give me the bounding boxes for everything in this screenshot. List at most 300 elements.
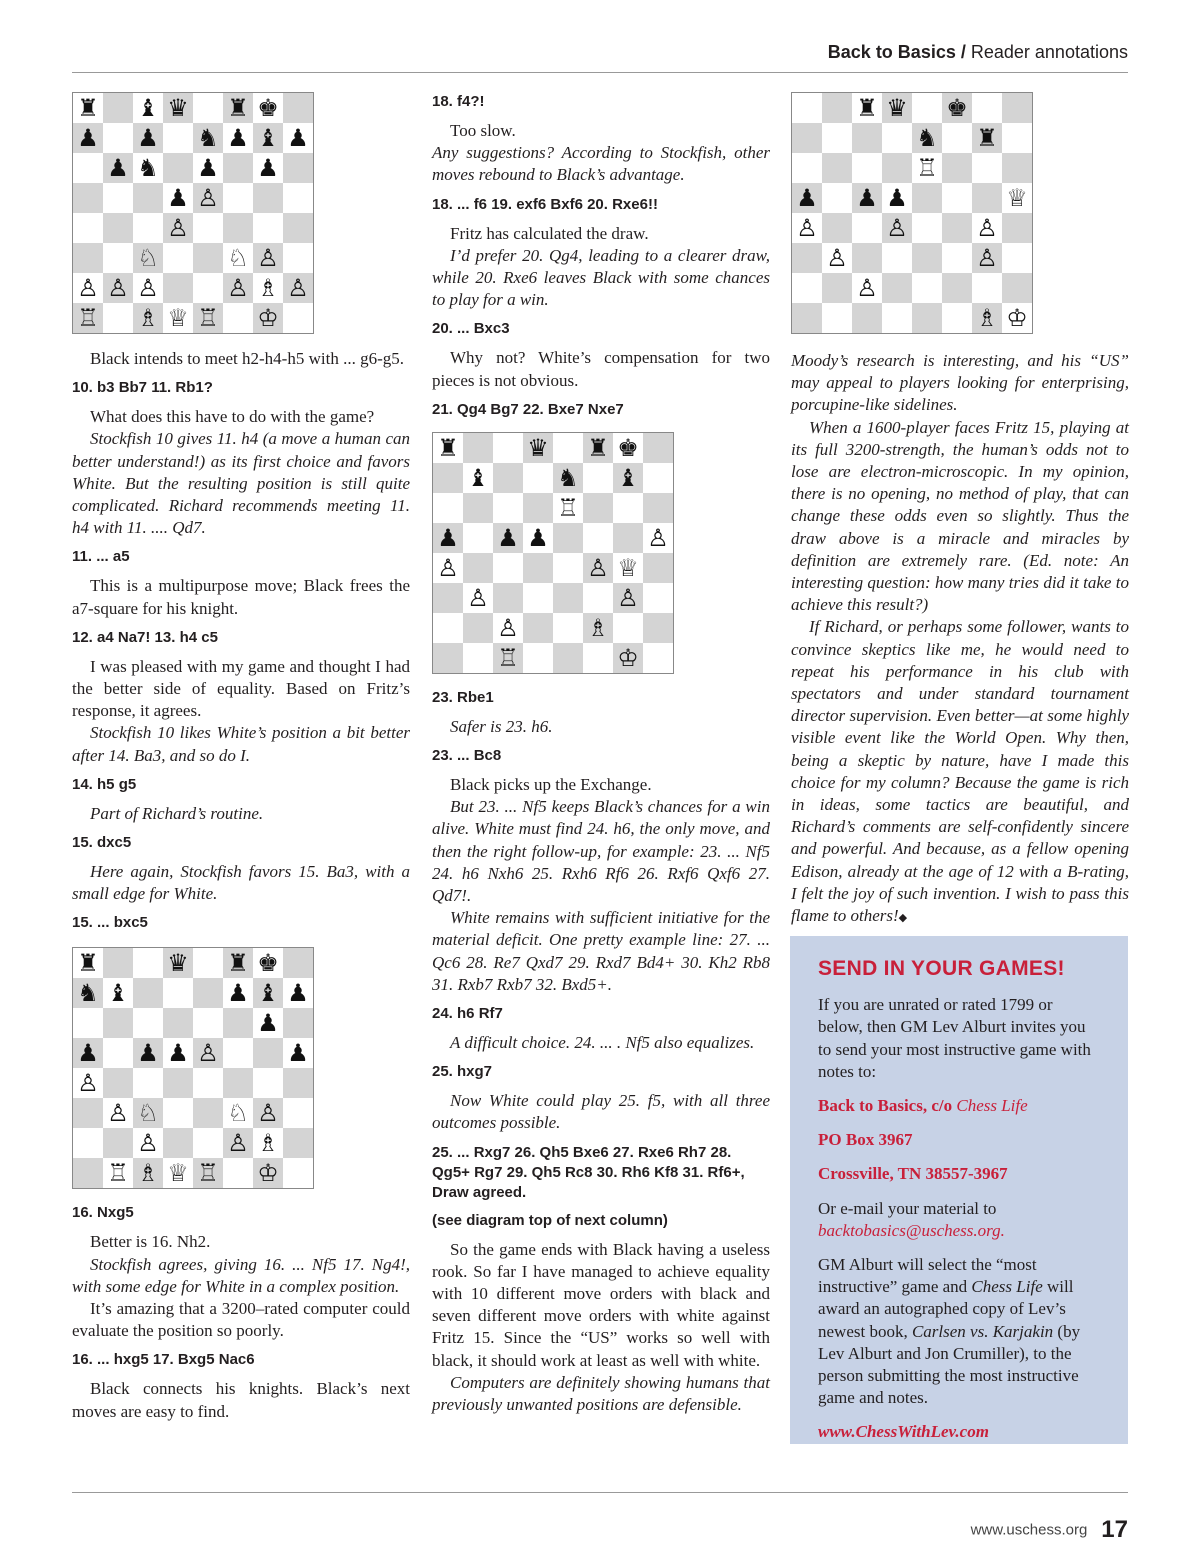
- board-square: [972, 303, 1002, 333]
- black-queen-icon: ♛: [527, 433, 549, 462]
- board-square: [643, 583, 673, 613]
- white-pawn-icon: ♙: [886, 214, 908, 242]
- board-square: [283, 213, 313, 243]
- white-pawn-icon: ♙: [137, 1129, 159, 1158]
- black-knight-icon: ♞: [77, 979, 99, 1008]
- white-queen-icon: ♕: [167, 1159, 189, 1188]
- board-square: [433, 523, 463, 553]
- board-square: [103, 1068, 133, 1098]
- paragraph: What does this have to do with the game?: [90, 407, 375, 427]
- board-square: [822, 153, 852, 183]
- annotation: Part of Richard’s routine.: [90, 803, 264, 823]
- column-1: [72, 92, 410, 1423]
- board-square: [283, 978, 313, 1008]
- board-square: [1002, 153, 1032, 183]
- white-pawn-icon: ♙: [227, 274, 249, 302]
- annotation: Stockfish 10 gives 11. h4 (a move a human can better understand!) as its first choice and favors White. But the resulting position is still quite complicated. Richard recommends meeting 11. h4 with 11. .... Qd7.: [72, 429, 410, 538]
- board-square: [223, 303, 253, 333]
- board-square: [613, 433, 643, 463]
- move-heading: 21. Qg4 Bg7 22. Bxe7 Nxe7: [432, 400, 624, 418]
- black-knight-icon: ♞: [557, 463, 579, 492]
- column-2: [432, 92, 770, 1416]
- board-square: [163, 243, 193, 273]
- board-square: [523, 493, 553, 523]
- board-square: [253, 1158, 283, 1188]
- board-square: [583, 463, 613, 493]
- white-rook-icon: ♖: [197, 1159, 219, 1188]
- board-square: [792, 273, 822, 303]
- black-pawn-icon: ♟: [77, 124, 99, 152]
- board-square: [283, 273, 313, 303]
- end-mark-icon: ◆: [898, 912, 908, 925]
- board-square: [553, 463, 583, 493]
- board-square: [103, 273, 133, 303]
- board-square: [73, 243, 103, 273]
- move-heading: 20. ... Bxc3: [432, 320, 510, 338]
- board-square: [133, 948, 163, 978]
- board-square: [253, 123, 283, 153]
- board-square: [193, 1038, 223, 1068]
- board-square: [163, 213, 193, 243]
- board-square: [253, 183, 283, 213]
- board-square: [1002, 213, 1032, 243]
- board-square: [912, 153, 942, 183]
- board-square: [972, 273, 1002, 303]
- closing-text: If Richard, or perhaps some follower, wants to convince skeptics like me, he would need to repeat his performance in his club with spectators and under standard tournament director supervision. Even better—at some highly visible event like the World Open. Why then, being a skeptic by nature, have I made this choice for my column? Because the game is rich in ideas, some tactics are beautiful, and Richard’s comments are self-confidently sincere and powerful. And because, as a fellow opening Edison, already at the age of 12 with a B-rating, I felt the joy of such invention. I wish to pass this flame to others!: [791, 617, 1129, 926]
- paragraph: So the game ends with Black having a useless rook. So far I have managed to achieve equality with 10 different move orders with black and seven different move orders with white against Fritz 15. Since the “US” works so well with black, it should work at least as well with white.: [432, 1239, 770, 1370]
- board-square: [133, 213, 163, 243]
- black-pawn-icon: ♟: [287, 124, 309, 152]
- board-square: [133, 123, 163, 153]
- white-rook-icon: ♖: [197, 304, 219, 332]
- chess-diagram-1: [72, 92, 314, 334]
- board-square: [463, 433, 493, 463]
- black-rook-icon: ♜: [77, 949, 99, 978]
- white-pawn-icon: ♙: [167, 214, 189, 242]
- board-square: [942, 123, 972, 153]
- annotation: A difficult choice. 24. ... . Nf5 also equalizes.: [450, 1033, 755, 1053]
- board-square: [553, 433, 583, 463]
- board-square: [463, 583, 493, 613]
- white-pawn-icon: ♙: [796, 214, 818, 242]
- board-square: [193, 243, 223, 273]
- white-pawn-icon: ♙: [497, 613, 519, 642]
- board-square: [613, 523, 643, 553]
- board-square: [193, 153, 223, 183]
- board-square: [163, 183, 193, 213]
- board-square: [613, 463, 643, 493]
- board-square: [133, 978, 163, 1008]
- board-square: [792, 213, 822, 243]
- white-knight-icon: ♘: [137, 1099, 159, 1128]
- board-square: [193, 978, 223, 1008]
- board-square: [133, 1128, 163, 1158]
- board-square: [852, 243, 882, 273]
- board-square: [553, 643, 583, 673]
- black-pawn-icon: ♟: [796, 184, 818, 212]
- annotation: But 23. ... Nf5 keeps Black’s chances for a win alive. White must find 24. h6, the only move, and then the right follow-up, for example: 23. ... Nf5 24. h6 Nxh6 25. Rxh6 Rf6 26. Rxf6 Qxf6 27. Qd7!.: [432, 797, 770, 906]
- board-square: [103, 978, 133, 1008]
- board-square: [553, 583, 583, 613]
- white-pawn-icon: ♙: [257, 244, 279, 272]
- board-square: [523, 613, 553, 643]
- board-square: [103, 1038, 133, 1068]
- paragraph: Too slow.: [450, 121, 516, 140]
- board-square: [223, 1128, 253, 1158]
- board-square: [882, 243, 912, 273]
- page-footer: [971, 1516, 1128, 1544]
- white-bishop-icon: ♗: [137, 1159, 159, 1188]
- white-king-icon: ♔: [257, 304, 279, 332]
- board-square: [613, 553, 643, 583]
- board-square: [133, 303, 163, 333]
- board-square: [942, 273, 972, 303]
- black-bishop-icon: ♝: [257, 979, 279, 1008]
- board-square: [223, 183, 253, 213]
- board-square: [283, 1068, 313, 1098]
- board-square: [463, 643, 493, 673]
- black-king-icon: ♚: [257, 94, 279, 122]
- board-square: [283, 1008, 313, 1038]
- board-square: [792, 183, 822, 213]
- black-rook-icon: ♜: [856, 94, 878, 122]
- white-rook-icon: ♖: [77, 304, 99, 332]
- white-pawn-icon: ♙: [647, 523, 669, 552]
- annotation: Now White could play 25. f5, with all three outcomes possible.: [432, 1091, 770, 1133]
- board-square: [193, 213, 223, 243]
- board-square: [283, 123, 313, 153]
- board-square: [73, 1038, 103, 1068]
- board-square: [852, 183, 882, 213]
- board-square: [912, 243, 942, 273]
- board-square: [912, 213, 942, 243]
- board-square: [433, 493, 463, 523]
- board-square: [163, 1128, 193, 1158]
- board-square: [133, 273, 163, 303]
- board-square: [193, 93, 223, 123]
- board-square: [193, 1098, 223, 1128]
- section-title: Back to Basics: [827, 42, 956, 62]
- black-rook-icon: ♜: [227, 949, 249, 978]
- address-line-2: PO Box 3967: [818, 1130, 913, 1150]
- move-heading: 25. ... Rxg7 26. Qh5 Bxe6 27. Rxe6 Rh7 28. Qg5+ Rg7 29. Qh5 Rc8 30. Rh6 Kf8 31. Rf6+, Draw agreed.: [432, 1143, 745, 1201]
- board-square: [73, 213, 103, 243]
- board-square: [553, 613, 583, 643]
- black-knight-icon: ♞: [137, 154, 159, 182]
- black-pawn-icon: ♟: [856, 184, 878, 212]
- board-square: [193, 183, 223, 213]
- board-square: [163, 978, 193, 1008]
- board-square: [283, 1128, 313, 1158]
- board-square: [493, 433, 523, 463]
- board-square: [523, 583, 553, 613]
- website-link[interactable]: www.ChessWithLev.com: [818, 1422, 989, 1442]
- email-intro: Or e-mail your material to: [818, 1198, 997, 1218]
- move-heading: 11. ... a5: [72, 548, 130, 566]
- board-square: [822, 243, 852, 273]
- black-pawn-icon: ♟: [287, 1039, 309, 1068]
- black-pawn-icon: ♟: [107, 154, 129, 182]
- board-square: [912, 273, 942, 303]
- annotation: Computers are definitely showing humans that previously unwanted positions are defensible.: [432, 1372, 770, 1415]
- board-square: [223, 1008, 253, 1038]
- board-square: [583, 493, 613, 523]
- board-square: [583, 643, 613, 673]
- board-square: [972, 153, 1002, 183]
- board-square: [163, 1098, 193, 1128]
- annotation: I’d prefer 20. Qg4, leading to a clearer draw, while 20. Rxe6 leaves Black with some chances to play for a win.: [432, 245, 770, 310]
- white-pawn-icon: ♙: [257, 1099, 279, 1128]
- board-square: [163, 1068, 193, 1098]
- board-square: [163, 1008, 193, 1038]
- address-prefix: Back to Basics, c/o: [818, 1096, 957, 1116]
- white-king-icon: ♔: [1006, 304, 1028, 332]
- board-square: [223, 1038, 253, 1068]
- board-square: [463, 493, 493, 523]
- black-rook-icon: ♜: [77, 94, 99, 122]
- black-pawn-icon: ♟: [257, 154, 279, 182]
- board-square: [792, 123, 822, 153]
- board-square: [1002, 243, 1032, 273]
- board-square: [1002, 183, 1032, 213]
- white-pawn-icon: ♙: [137, 274, 159, 302]
- award-book: Carlsen vs. Karjakin: [911, 1321, 1054, 1341]
- board-square: [942, 183, 972, 213]
- board-square: [133, 1008, 163, 1038]
- board-square: [1002, 303, 1032, 333]
- black-rook-icon: ♜: [976, 124, 998, 152]
- board-square: [972, 93, 1002, 123]
- board-square: [433, 433, 463, 463]
- board-square: [792, 303, 822, 333]
- board-square: [942, 303, 972, 333]
- board-square: [253, 1128, 283, 1158]
- board-square: [972, 243, 1002, 273]
- black-pawn-icon: ♟: [257, 1009, 279, 1038]
- board-square: [283, 1098, 313, 1128]
- board-square: [852, 213, 882, 243]
- board-square: [583, 583, 613, 613]
- black-knight-icon: ♞: [916, 124, 938, 152]
- board-square: [73, 183, 103, 213]
- paragraph: Why not? White’s compensation for two pieces is not obvious.: [432, 348, 770, 390]
- board-square: [163, 273, 193, 303]
- board-square: [103, 948, 133, 978]
- board-square: [73, 303, 103, 333]
- board-square: [73, 978, 103, 1008]
- footer-website: www.uschess.org: [970, 1521, 1088, 1539]
- column-3: [791, 92, 1129, 929]
- white-bishop-icon: ♗: [976, 304, 998, 332]
- board-square: [103, 213, 133, 243]
- black-bishop-icon: ♝: [107, 979, 129, 1008]
- white-rook-icon: ♖: [557, 493, 579, 522]
- board-square: [553, 493, 583, 523]
- white-pawn-icon: ♙: [197, 1039, 219, 1068]
- board-square: [912, 303, 942, 333]
- board-square: [73, 123, 103, 153]
- board-square: [912, 93, 942, 123]
- chess-diagram-4: [791, 92, 1033, 334]
- white-bishop-icon: ♗: [257, 274, 279, 302]
- board-square: [283, 948, 313, 978]
- black-knight-icon: ♞: [197, 124, 219, 152]
- board-square: [972, 123, 1002, 153]
- board-square: [882, 93, 912, 123]
- board-square: [223, 243, 253, 273]
- board-square: [433, 463, 463, 493]
- board-square: [882, 183, 912, 213]
- black-pawn-icon: ♟: [886, 184, 908, 212]
- board-square: [1002, 273, 1032, 303]
- board-square: [553, 523, 583, 553]
- black-pawn-icon: ♟: [77, 1039, 99, 1068]
- white-queen-icon: ♕: [617, 553, 639, 582]
- board-square: [253, 948, 283, 978]
- email-link[interactable]: backtobasics@uschess.org.: [818, 1220, 1005, 1240]
- annotation: Any suggestions? According to Stockfish, other moves rebound to Black’s advantage.: [432, 143, 770, 185]
- board-square: [133, 243, 163, 273]
- move-heading: 10. b3 Bb7 11. Rb1?: [72, 379, 213, 397]
- board-square: [613, 613, 643, 643]
- board-square: [643, 433, 673, 463]
- white-king-icon: ♔: [617, 643, 639, 672]
- board-square: [103, 1158, 133, 1188]
- board-square: [133, 93, 163, 123]
- board-square: [643, 493, 673, 523]
- white-pawn-icon: ♙: [617, 583, 639, 612]
- board-square: [133, 1068, 163, 1098]
- address-line-1: [818, 1095, 1100, 1117]
- white-pawn-icon: ♙: [227, 1129, 249, 1158]
- board-square: [792, 93, 822, 123]
- board-square: [942, 213, 972, 243]
- board-square: [1002, 93, 1032, 123]
- chess-diagram-3: [432, 432, 674, 674]
- board-square: [193, 273, 223, 303]
- board-square: [523, 643, 553, 673]
- annotation: Stockfish 10 likes White’s position a bit better after 14. Ba3, and so do I.: [72, 723, 410, 765]
- board-square: [852, 303, 882, 333]
- award-magazine: Chess Life: [971, 1277, 1043, 1297]
- board-square: [882, 273, 912, 303]
- white-pawn-icon: ♙: [976, 244, 998, 272]
- paragraph: Black picks up the Exchange.: [450, 775, 652, 795]
- white-pawn-icon: ♙: [77, 274, 99, 302]
- board-square: [912, 183, 942, 213]
- board-square: [223, 978, 253, 1008]
- paragraph: Better is 16. Nh2.: [90, 1232, 211, 1252]
- board-square: [133, 153, 163, 183]
- board-square: [103, 243, 133, 273]
- board-square: [223, 213, 253, 243]
- board-square: [583, 523, 613, 553]
- board-square: [163, 1158, 193, 1188]
- black-rook-icon: ♜: [227, 94, 249, 122]
- award-text-3: (by Lev Alburt and Jon Crumiller), to the person submitting the most instructive game and notes.: [818, 1321, 1081, 1408]
- board-square: [73, 1098, 103, 1128]
- board-square: [253, 978, 283, 1008]
- move-heading: 23. Rbe1: [432, 688, 494, 706]
- board-square: [253, 1008, 283, 1038]
- board-square: [193, 1068, 223, 1098]
- paragraph: Black connects his knights. Black’s next moves are easy to find.: [72, 1379, 410, 1421]
- board-square: [133, 1038, 163, 1068]
- board-square: [73, 93, 103, 123]
- box-intro: If you are unrated or rated 1799 or below, then GM Lev Alburt invites you to send your most instructive game with notes to:: [818, 995, 1091, 1081]
- board-square: [223, 948, 253, 978]
- white-queen-icon: ♕: [1006, 184, 1028, 212]
- board-square: [433, 643, 463, 673]
- board-square: [882, 213, 912, 243]
- board-square: [73, 153, 103, 183]
- board-square: [133, 1158, 163, 1188]
- board-square: [283, 303, 313, 333]
- board-square: [613, 493, 643, 523]
- black-bishop-icon: ♝: [467, 463, 489, 492]
- footer-divider: [72, 1492, 1128, 1493]
- board-square: [193, 123, 223, 153]
- paragraph: It’s amazing that a 3200–rated computer could evaluate the position so poorly.: [72, 1299, 410, 1341]
- page-number: 17: [1101, 1516, 1128, 1543]
- board-square: [523, 523, 553, 553]
- board-square: [942, 243, 972, 273]
- move-heading: 18. ... f6 19. exf6 Bxf6 20. Rxe6!!: [432, 195, 658, 213]
- board-square: [523, 553, 553, 583]
- board-square: [463, 463, 493, 493]
- board-square: [643, 613, 673, 643]
- board-square: [223, 273, 253, 303]
- black-pawn-icon: ♟: [167, 184, 189, 212]
- white-rook-icon: ♖: [916, 154, 938, 182]
- black-pawn-icon: ♟: [437, 523, 459, 552]
- board-square: [253, 93, 283, 123]
- board-square: [882, 153, 912, 183]
- send-games-box: [790, 936, 1128, 1444]
- black-pawn-icon: ♟: [197, 154, 219, 182]
- board-square: [852, 153, 882, 183]
- board-square: [223, 153, 253, 183]
- board-square: [73, 1128, 103, 1158]
- board-square: [253, 273, 283, 303]
- white-bishop-icon: ♗: [137, 304, 159, 332]
- board-square: [73, 273, 103, 303]
- board-square: [163, 1038, 193, 1068]
- black-rook-icon: ♜: [437, 433, 459, 462]
- board-square: [613, 583, 643, 613]
- black-bishop-icon: ♝: [617, 463, 639, 492]
- board-square: [103, 1128, 133, 1158]
- board-square: [73, 1008, 103, 1038]
- white-pawn-icon: ♙: [197, 184, 219, 212]
- black-pawn-icon: ♟: [287, 979, 309, 1008]
- move-heading: 12. a4 Na7! 13. h4 c5: [72, 628, 218, 646]
- black-pawn-icon: ♟: [137, 124, 159, 152]
- board-square: [253, 303, 283, 333]
- board-square: [253, 153, 283, 183]
- black-pawn-icon: ♟: [227, 979, 249, 1008]
- black-pawn-icon: ♟: [167, 1039, 189, 1068]
- white-pawn-icon: ♙: [856, 274, 878, 302]
- board-square: [643, 553, 673, 583]
- board-square: [253, 1068, 283, 1098]
- board-square: [283, 153, 313, 183]
- white-pawn-icon: ♙: [107, 274, 129, 302]
- board-square: [822, 273, 852, 303]
- move-heading: 25. hxg7: [432, 1063, 493, 1081]
- board-square: [163, 93, 193, 123]
- board-square: [493, 643, 523, 673]
